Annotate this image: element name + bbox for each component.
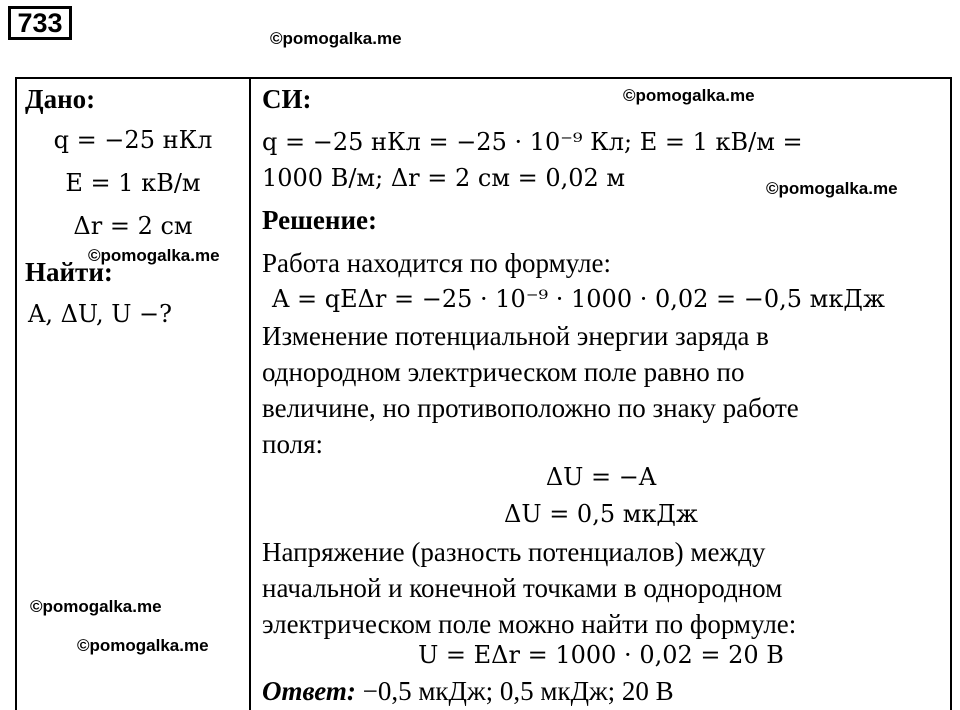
solution-heading: Решение: — [262, 205, 377, 235]
find-text: A, ΔU, U −? — [28, 300, 173, 328]
formula-du: ΔU = −A — [545, 463, 657, 491]
problem-number: 733 — [8, 6, 72, 40]
watermark: ©pomogalka.me — [30, 597, 162, 616]
solution-text: величине, но противоположно по знаку работе — [262, 393, 799, 423]
given-line: E = 1 кВ/м — [65, 169, 201, 197]
watermark: ©pomogalka.me — [88, 246, 220, 265]
formula-work: A = qEΔr = −25 · 10⁻⁹ · 1000 · 0,02 = −0,5 мкДж — [272, 285, 885, 313]
solution-text: Работа находится по формуле: — [262, 248, 611, 278]
given-heading: Дано: — [25, 84, 96, 114]
solution-text: поля: — [262, 429, 323, 459]
watermark: ©pomogalka.me — [77, 636, 209, 655]
watermark: ©pomogalka.me — [623, 86, 755, 105]
column-divider — [249, 77, 251, 710]
formula-du: ΔU = 0,5 мкДж — [504, 500, 698, 528]
solution-text: однородном электрическом поле равно по — [262, 357, 745, 387]
find-heading: Найти: — [25, 257, 113, 287]
watermark: ©pomogalka.me — [766, 179, 898, 198]
solution-text: начальной и конечной точками в однородном — [262, 573, 783, 603]
answer-line — [262, 673, 674, 709]
si-line: q = −25 нКл = −25 · 10⁻⁹ Кл; E = 1 кВ/м = — [262, 128, 803, 156]
si-line: 1000 В/м; Δr = 2 см = 0,02 м — [262, 164, 626, 192]
given-line: q = −25 нКл — [53, 126, 213, 154]
solution-text: Изменение потенциальной энергии заряда в — [262, 321, 769, 351]
given-line: Δr = 2 см — [73, 212, 193, 240]
answer-label: Ответ: — [262, 676, 356, 706]
si-heading: СИ: — [262, 84, 312, 114]
solution-text: электрическом поле можно найти по формуле: — [262, 609, 797, 639]
solution-text: Напряжение (разность потенциалов) между — [262, 537, 766, 567]
answer-text: −0,5 мкДж; 0,5 мкДж; 20 В — [355, 676, 674, 706]
watermark: ©pomogalka.me — [270, 29, 402, 48]
formula-u: U = EΔr = 1000 · 0,02 = 20 В — [418, 641, 784, 669]
